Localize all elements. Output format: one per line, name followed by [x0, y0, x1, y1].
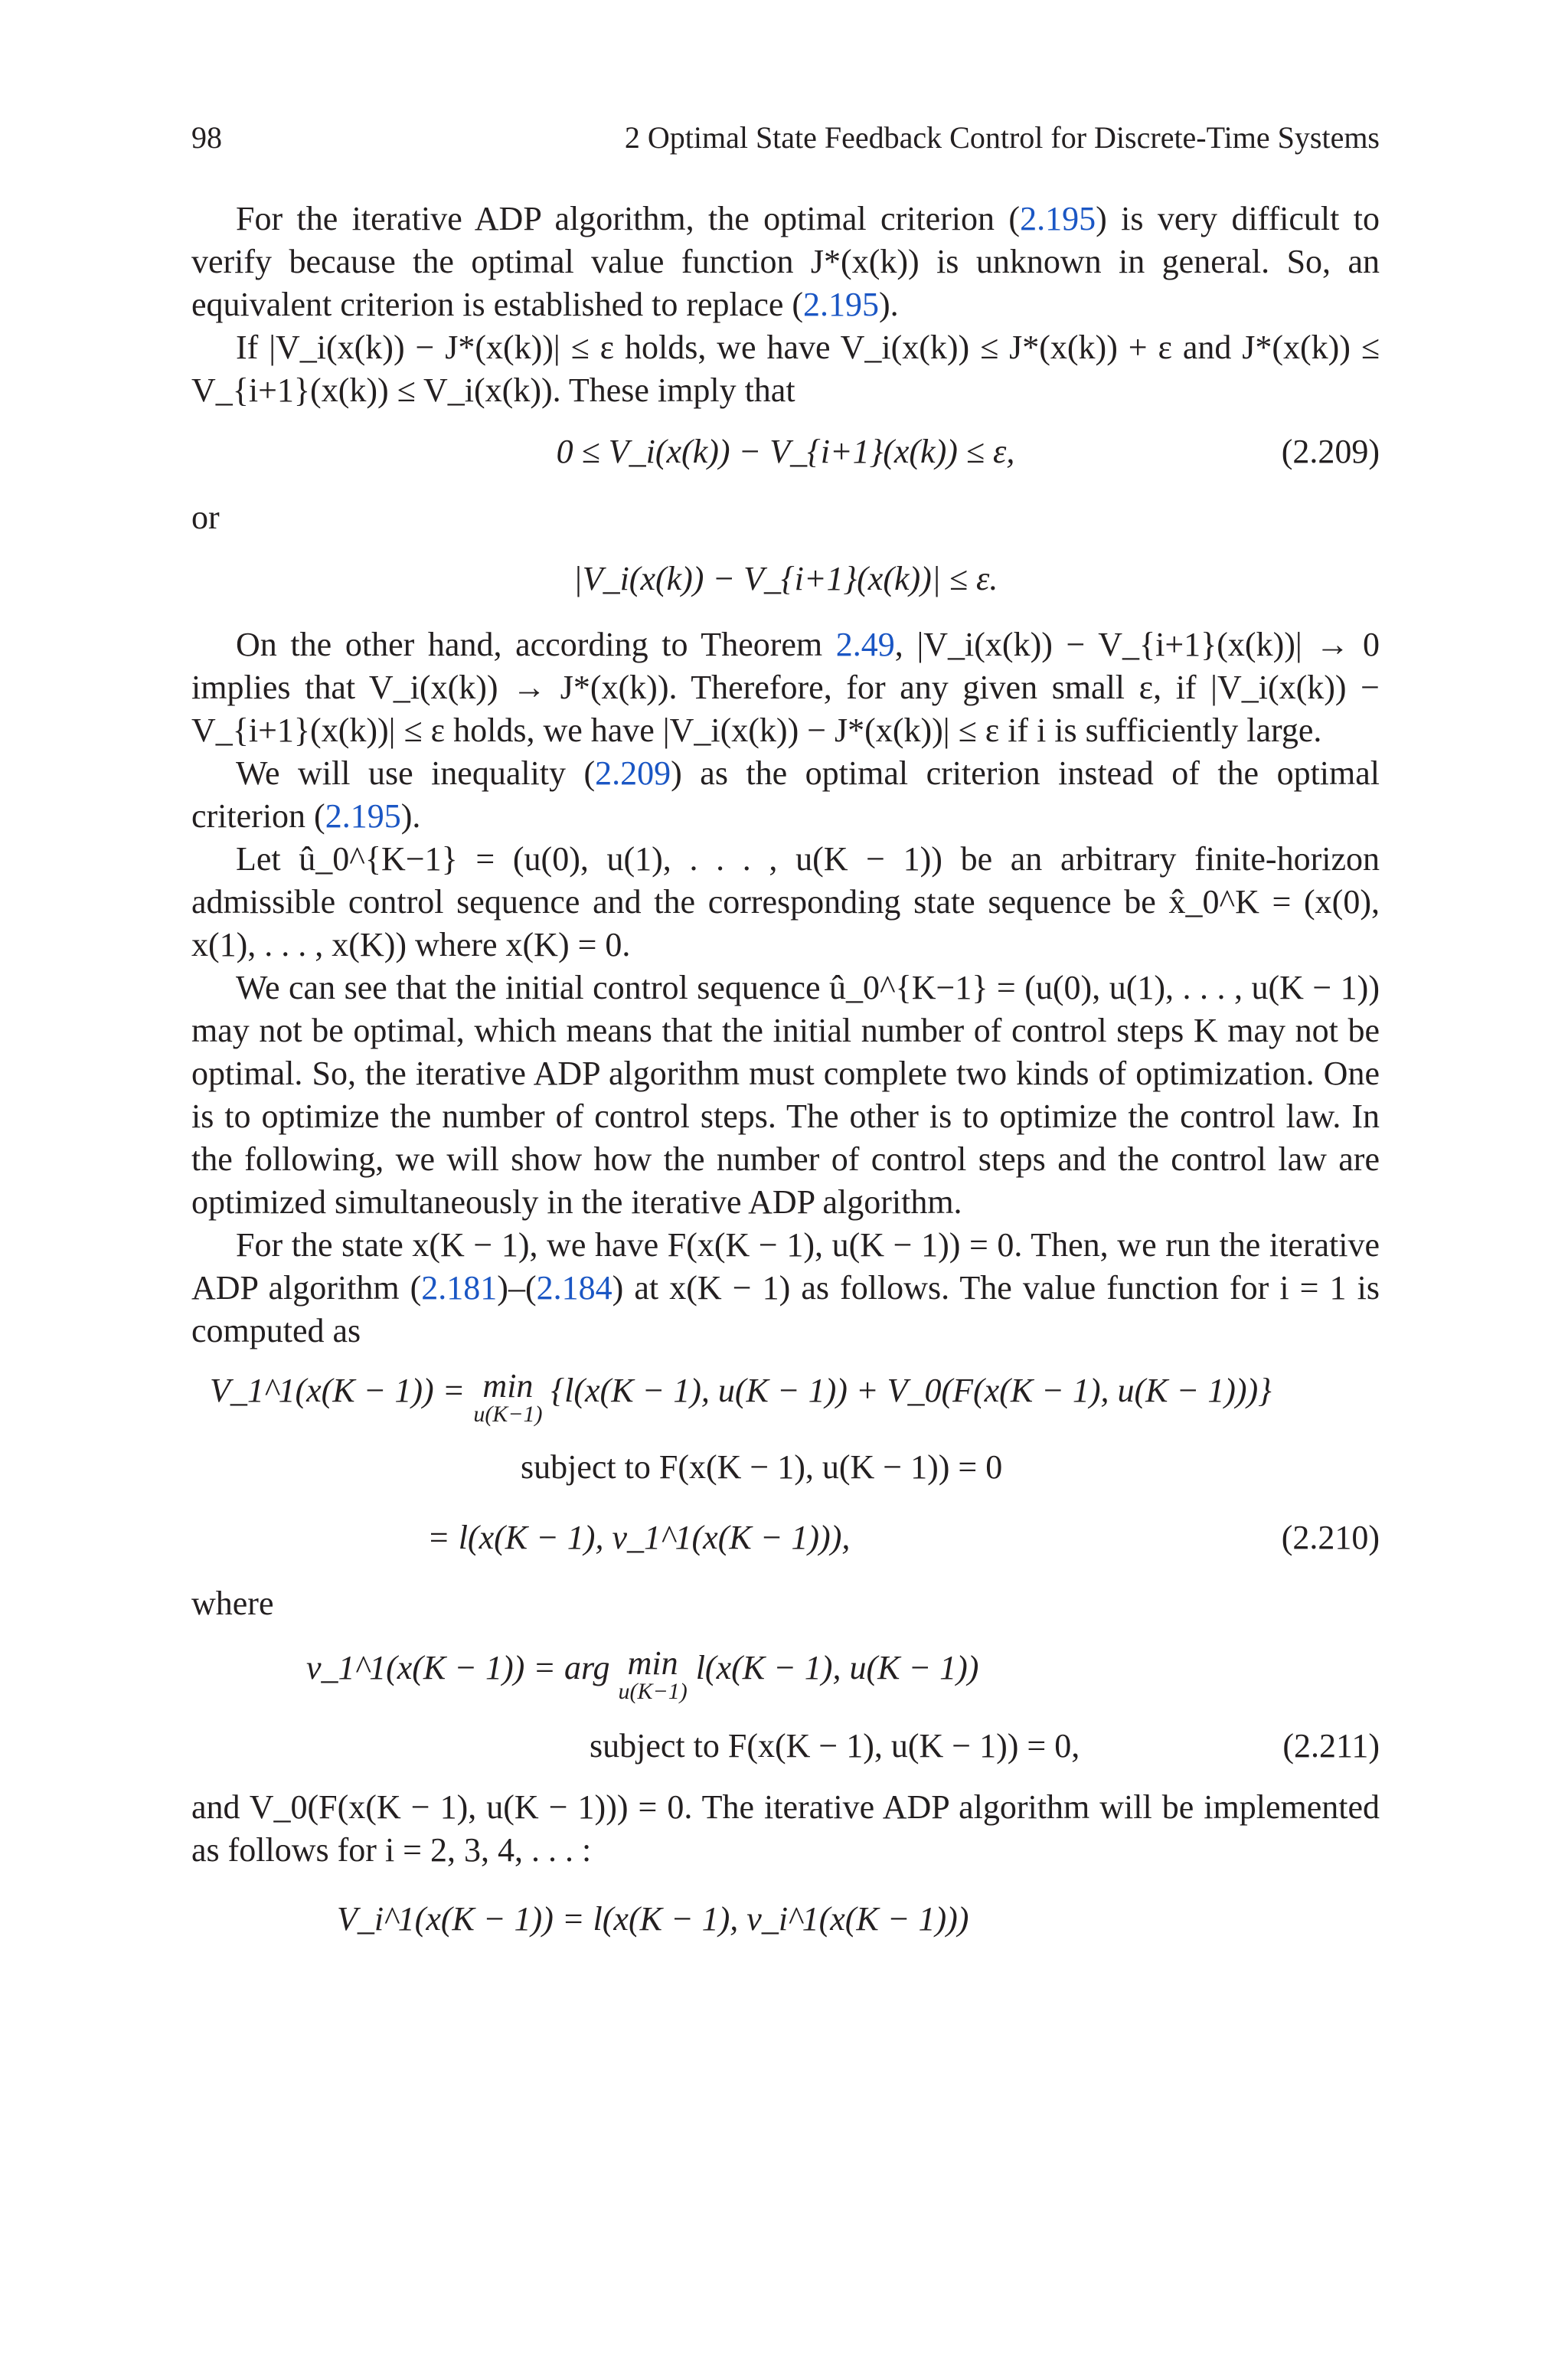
min-label: min — [482, 1367, 534, 1405]
min-label: min — [627, 1644, 678, 1682]
text: For the iterative ADP algorithm, the optimal criterion ( — [236, 200, 1021, 237]
equation-lhs: V_1^1(x(K − 1)) = — [210, 1372, 474, 1409]
body-text — [191, 198, 1380, 1956]
equation-rhs: l(x(K − 1), u(K − 1)) — [687, 1649, 979, 1686]
equation-link[interactable]: 2.209 — [595, 754, 671, 792]
paragraph-7 — [191, 1224, 1380, 1353]
equation-2-210 — [191, 1353, 1380, 1582]
equation-2-209 — [191, 412, 1380, 496]
paragraph-8: and V_0(F(x(K − 1), u(K − 1))) = 0. The iterative ADP algorithm will be implemented as follows for i = 2, 3, 4, . . . : — [191, 1788, 1380, 1869]
paragraph-5: Let û_0^{K−1} = (u(0), u(1), . . . , u(K − 1)) be an arbitrary finite-horizon admissible control sequence and the corresponding state sequence be x̂_0^K = (x(0), x(1), . . . , x(K)) where x(K) = 0. — [191, 840, 1380, 963]
min-operator — [618, 1644, 688, 1704]
equation-line-1 — [210, 1369, 1272, 1426]
equation-line-2: subject to F(x(K − 1), u(K − 1)) = 0, — [590, 1727, 1080, 1765]
equation-line-3: = l(x(K − 1), v_1^1(x(K − 1))), — [427, 1519, 851, 1556]
equation-line-2: subject to F(x(K − 1), u(K − 1)) = 0 — [521, 1448, 1003, 1486]
equation-last — [191, 1872, 1380, 1956]
equation-number: (2.211) — [1282, 1727, 1380, 1765]
text: ). — [400, 797, 421, 835]
min-operator — [473, 1369, 542, 1426]
theorem-link[interactable]: 2.49 — [835, 626, 895, 663]
equation-body: |V_i(x(k)) − V_{i+1}(x(k))| ≤ ε. — [573, 560, 998, 597]
text: ) is very difficult to verify because the optimal value function J*(x(k)) is unknown in general. So, an equivalent criterion is established to replace ( — [191, 200, 1380, 323]
equation-link[interactable]: 2.184 — [536, 1269, 612, 1307]
paragraph-1 — [191, 198, 1380, 326]
equation-line-1 — [306, 1644, 979, 1704]
text: For the state x(K − 1), we have F(x(K − 1), u(K − 1)) = 0. Then, we run the iterative ADP algorithm ( — [191, 1226, 1380, 1307]
equation-link[interactable]: 2.195 — [325, 797, 401, 835]
paragraph-6: We can see that the initial control sequence û_0^{K−1} = (u(0), u(1), . . . , u(K − 1)) may not be optimal, which means that the initial number of control steps K may not be optimal. So, the iterative ADP algorithm must complete two kinds of optimization. One is to optimize the number of control steps. The other is to optimize the control law. In the following, we will show how the number of control steps and the control law are optimized simultaneously in the iterative ADP algorithm. — [191, 969, 1380, 1221]
text: ) as the optimal criterion instead of the optimal criterion ( — [191, 754, 1380, 835]
equation-number: (2.209) — [1281, 433, 1380, 470]
equation-body: V_i^1(x(K − 1)) = l(x(K − 1), v_i^1(x(K − 1))) — [337, 1900, 969, 1938]
equation-link[interactable]: 2.195 — [1020, 200, 1096, 237]
equation-rhs: {l(x(K − 1), u(K − 1)) + V_0(F(x(K − 1), u(K − 1)))} — [550, 1372, 1272, 1409]
equation-2-211 — [191, 1625, 1380, 1786]
text: )–( — [497, 1269, 537, 1307]
connector-where: where — [191, 1585, 274, 1622]
text: We will use inequality ( — [236, 754, 596, 792]
paragraph-4 — [191, 752, 1380, 838]
equation-body: 0 ≤ V_i(x(k)) − V_{i+1}(x(k)) ≤ ε, — [556, 433, 1015, 470]
text: On the other hand, according to Theorem — [236, 626, 836, 663]
equation-lhs: v_1^1(x(K − 1)) = arg — [306, 1649, 619, 1686]
text: ). — [879, 286, 899, 323]
text: , |V_i(x(k)) − V_{i+1}(x(k))| → 0 implies that V_i(x(k)) → J*(x(k)). Therefore, for any given small ε, if |V_i(x(k)) − V_{i+1}(x(k))| ≤ ε holds, we have |V_i(x(k)) − J*(x(k))| ≤ ε if i is sufficiently large. — [191, 626, 1380, 749]
paragraph-3 — [191, 623, 1380, 752]
connector-or: or — [191, 499, 220, 536]
running-head — [191, 115, 1380, 161]
min-subscript: u(K−1) — [618, 1679, 688, 1704]
chapter-title: 2 Optimal State Feedback Control for Discrete-Time Systems — [624, 120, 1380, 155]
equation-number: (2.210) — [1281, 1519, 1380, 1556]
equation-link[interactable]: 2.195 — [803, 286, 880, 323]
text: ) at x(K − 1) as follows. The value function for i = 1 is computed as — [191, 1269, 1380, 1349]
min-subscript: u(K−1) — [473, 1402, 543, 1427]
equation-abs — [191, 539, 1380, 623]
page-number: 98 — [191, 120, 222, 155]
paragraph-2: If |V_i(x(k)) − J*(x(k))| ≤ ε holds, we have V_i(x(k)) ≤ J*(x(k)) + ε and J*(x(k)) ≤ V_{i+1}(x(k)) ≤ V_i(x(k)). These imply that — [191, 329, 1380, 409]
equation-link[interactable]: 2.181 — [421, 1269, 498, 1307]
